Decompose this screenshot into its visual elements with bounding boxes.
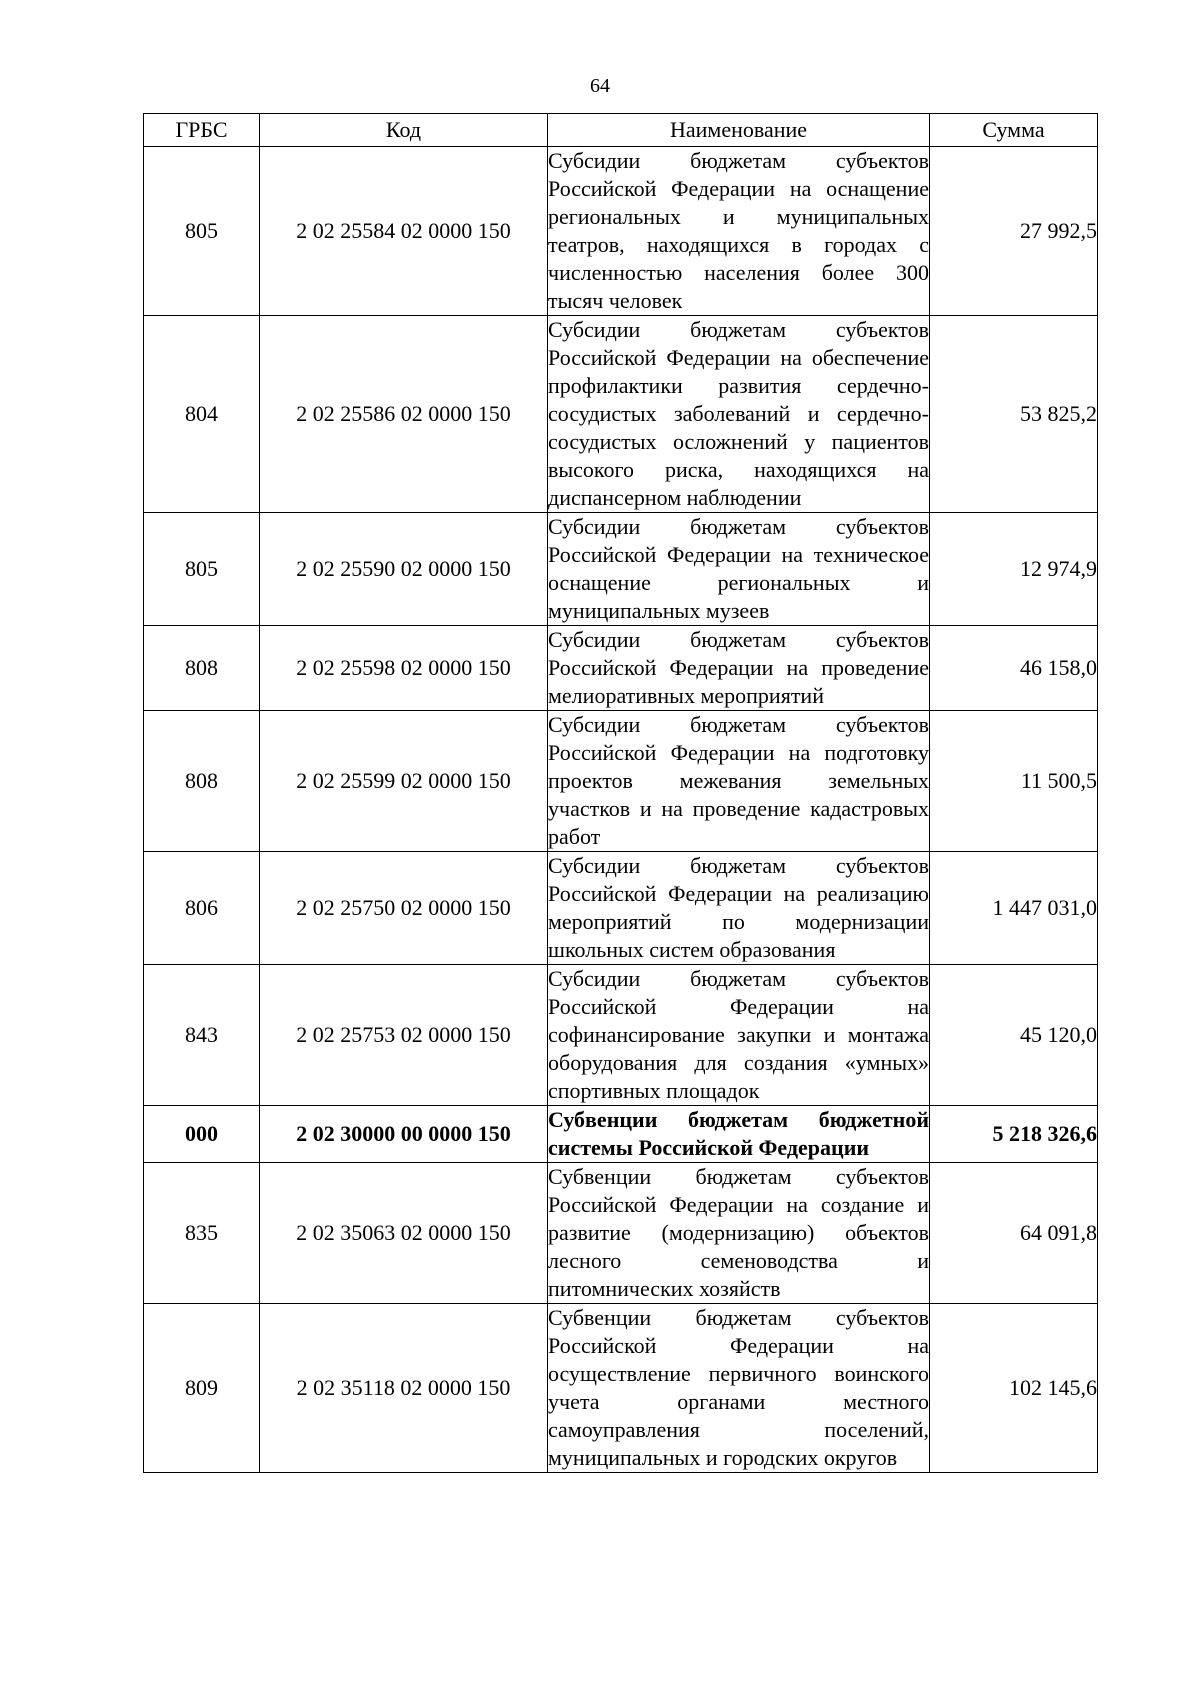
table-row — [144, 147, 1098, 316]
cell-grbs: 805 — [144, 513, 260, 626]
table-row — [144, 711, 1098, 852]
table-row — [144, 852, 1098, 965]
cell-grbs: 843 — [144, 965, 260, 1106]
cell-grbs: 808 — [144, 626, 260, 711]
column-header-grbs: ГРБС — [144, 114, 260, 147]
cell-sum: 27 992,5 — [930, 147, 1098, 316]
cell-grbs: 809 — [144, 1304, 260, 1473]
table-row — [144, 965, 1098, 1106]
cell-grbs: 835 — [144, 1163, 260, 1304]
cell-grbs: 806 — [144, 852, 260, 965]
cell-sum: 53 825,2 — [930, 316, 1098, 513]
cell-kod: 2 02 25584 02 0000 150 — [260, 147, 548, 316]
cell-kod: 2 02 30000 00 0000 150 — [260, 1106, 548, 1163]
table-header-row — [144, 114, 1098, 147]
cell-kod: 2 02 25586 02 0000 150 — [260, 316, 548, 513]
cell-kod: 2 02 35063 02 0000 150 — [260, 1163, 548, 1304]
cell-sum: 45 120,0 — [930, 965, 1098, 1106]
table-row — [144, 1304, 1098, 1473]
cell-name: Субсидии бюджетам субъектов Российской Федерации на оснащение региональных и муниципальных театров, находящихся в городах с численностью населения более 300 тысяч человек — [548, 147, 930, 316]
cell-name: Субвенции бюджетам субъектов Российской Федерации на создание и развитие (модернизацию) объектов лесного семеноводства и питомнических хозяйств — [548, 1163, 930, 1304]
column-header-name: Наименование — [548, 114, 930, 147]
table-row — [144, 626, 1098, 711]
table-row — [144, 316, 1098, 513]
cell-name: Субсидии бюджетам субъектов Российской Федерации на подготовку проектов межевания земельных участков и на проведение кадастровых работ — [548, 711, 930, 852]
cell-name: Субсидии бюджетам субъектов Российской Федерации на проведение мелиоративных мероприятий — [548, 626, 930, 711]
cell-name: Субсидии бюджетам субъектов Российской Федерации на техническое оснащение региональных и муниципальных музеев — [548, 513, 930, 626]
cell-grbs: 804 — [144, 316, 260, 513]
cell-grbs: 805 — [144, 147, 260, 316]
page-number: 64 — [590, 75, 610, 97]
budget-table — [143, 113, 1098, 1473]
cell-kod: 2 02 35118 02 0000 150 — [260, 1304, 548, 1473]
cell-name: Субвенции бюджетам субъектов Российской Федерации на осуществление первичного воинского учета органами местного самоуправления поселений, муниципальных и городских округов — [548, 1304, 930, 1473]
table-row — [144, 1163, 1098, 1304]
cell-kod: 2 02 25599 02 0000 150 — [260, 711, 548, 852]
table-row — [144, 513, 1098, 626]
cell-sum: 102 145,6 — [930, 1304, 1098, 1473]
cell-name: Субвенции бюджетам бюджетной системы Российской Федерации — [548, 1106, 930, 1163]
cell-sum: 11 500,5 — [930, 711, 1098, 852]
cell-name: Субсидии бюджетам субъектов Российской Федерации на софинансирование закупки и монтажа оборудования для создания «умных» спортивных площадок — [548, 965, 930, 1106]
cell-sum: 12 974,9 — [930, 513, 1098, 626]
cell-kod: 2 02 25753 02 0000 150 — [260, 965, 548, 1106]
cell-grbs: 808 — [144, 711, 260, 852]
cell-sum: 64 091,8 — [930, 1163, 1098, 1304]
table-row-subtotal — [144, 1106, 1098, 1163]
column-header-sum: Сумма — [930, 114, 1098, 147]
cell-sum: 1 447 031,0 — [930, 852, 1098, 965]
column-header-kod: Код — [260, 114, 548, 147]
cell-grbs: 000 — [144, 1106, 260, 1163]
cell-name: Субсидии бюджетам субъектов Российской Федерации на реализацию мероприятий по модернизации школьных систем образования — [548, 852, 930, 965]
cell-sum: 46 158,0 — [930, 626, 1098, 711]
cell-kod: 2 02 25598 02 0000 150 — [260, 626, 548, 711]
cell-kod: 2 02 25750 02 0000 150 — [260, 852, 548, 965]
cell-sum: 5 218 326,6 — [930, 1106, 1098, 1163]
cell-name: Субсидии бюджетам субъектов Российской Федерации на обеспечение профилактики развития сердечно-сосудистых заболеваний и сердечно-сосудистых осложнений у пациентов высокого риска, находящихся на диспансерном наблюдении — [548, 316, 930, 513]
cell-kod: 2 02 25590 02 0000 150 — [260, 513, 548, 626]
